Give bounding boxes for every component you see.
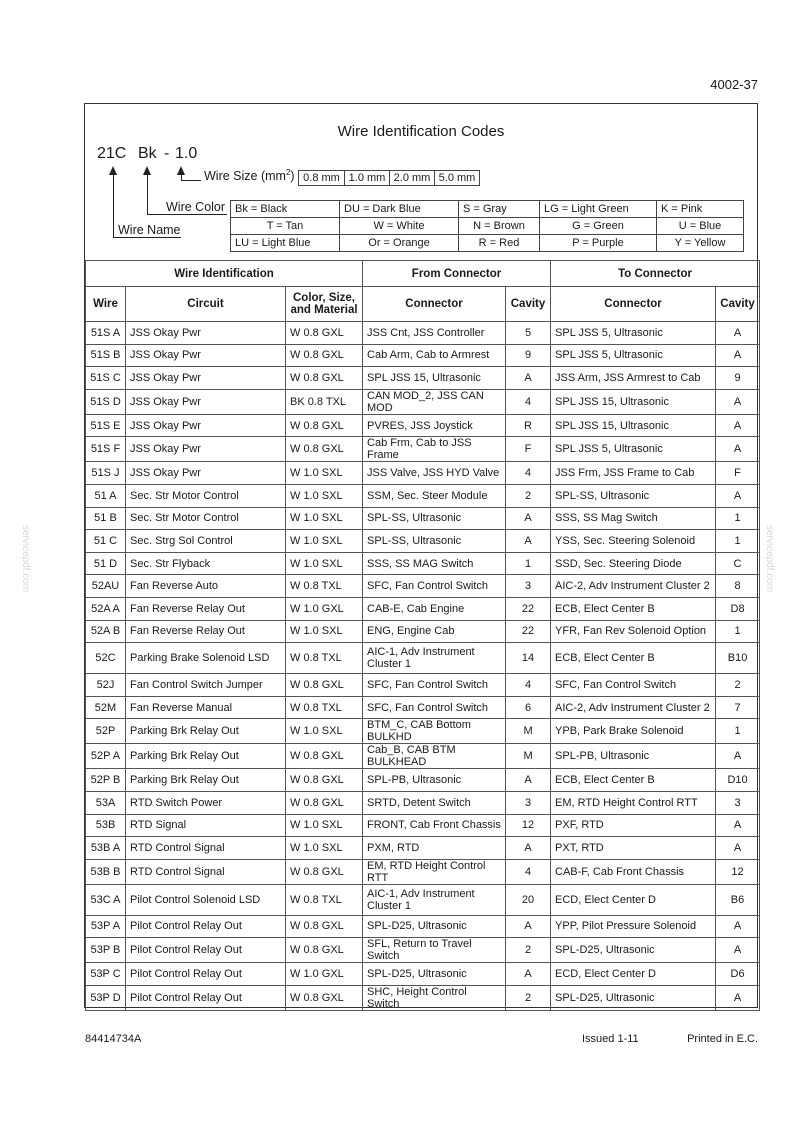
cell-from-cavity: M xyxy=(506,744,551,769)
cell-circuit: Parking Brk Relay Out xyxy=(126,744,286,769)
cell-color-size: W 1.0 GXL xyxy=(286,963,363,986)
cell-from-cavity: 14 xyxy=(506,643,551,674)
cell-from-connector: SPL-D25, Ultrasonic xyxy=(363,963,506,986)
cell-to-connector: JSS Arm, JSS Armrest to Cab xyxy=(551,367,716,390)
cell-circuit: RTD Switch Power xyxy=(126,791,286,814)
color-code: W = White xyxy=(340,218,459,235)
cell-to-cavity: B10 xyxy=(716,643,760,674)
cell-circuit: JSS Okay Pwr xyxy=(126,322,286,345)
table-row xyxy=(86,963,760,986)
cell-circuit: Parking Brk Relay Out xyxy=(126,719,286,744)
cell-wire: 52P xyxy=(86,719,126,744)
cell-wire: 53P A xyxy=(86,915,126,938)
cell-color-size: W 1.0 SXL xyxy=(286,719,363,744)
cell-to-connector: AIC-2, Adv Instrument Cluster 2 xyxy=(551,575,716,598)
cell-from-cavity: 3 xyxy=(506,791,551,814)
cell-color-size: W 0.8 GXL xyxy=(286,985,363,1010)
table-row xyxy=(86,322,760,345)
cell-to-connector: ECD, Elect Center D xyxy=(551,963,716,986)
cell-to-connector: SPL JSS 5, Ultrasonic xyxy=(551,344,716,367)
table-row xyxy=(86,414,760,437)
cell-wire: 51S A xyxy=(86,322,126,345)
cell-to-connector: SPL JSS 15, Ultrasonic xyxy=(551,414,716,437)
cell-to-cavity: A xyxy=(716,985,760,1010)
cell-to-cavity: B6 xyxy=(716,884,760,915)
cell-from-connector: CAB-E, Cab Engine xyxy=(363,597,506,620)
cell-to-cavity: A xyxy=(716,484,760,507)
cell-to-connector: ECD, Elect Center D xyxy=(551,884,716,915)
cell-to-cavity: 7 xyxy=(716,696,760,719)
table-row xyxy=(86,938,760,963)
document-frame xyxy=(84,103,758,1008)
table-row xyxy=(86,575,760,598)
color-code: R = Red xyxy=(459,235,540,252)
column-header-wire: Wire xyxy=(86,287,126,322)
wire-size-superscript: 2 xyxy=(285,168,291,177)
table-row xyxy=(86,437,760,462)
cell-from-connector: Cab Frm, Cab to JSS Frame xyxy=(363,437,506,462)
cell-from-cavity: A xyxy=(506,963,551,986)
wire-id-legend xyxy=(85,104,757,260)
cell-from-cavity: 20 xyxy=(506,884,551,915)
cell-to-connector: SSD, Sec. Steering Diode xyxy=(551,552,716,575)
wire-color-stem xyxy=(147,174,148,214)
color-code: Bk = Black xyxy=(231,201,340,218)
cell-color-size: W 0.8 GXL xyxy=(286,915,363,938)
cell-from-cavity: A xyxy=(506,530,551,553)
cell-color-size: W 0.8 TXL xyxy=(286,696,363,719)
cell-from-cavity: A xyxy=(506,507,551,530)
wire-color-label: Wire Color xyxy=(166,200,226,214)
cell-from-cavity: 2 xyxy=(506,985,551,1010)
cell-to-connector: ECB, Elect Center B xyxy=(551,597,716,620)
cell-to-connector: YPP, Pilot Pressure Solenoid xyxy=(551,915,716,938)
cell-circuit: Sec. Str Motor Control xyxy=(126,507,286,530)
cell-from-connector: ENG, Engine Cab xyxy=(363,620,506,643)
cell-color-size: W 0.8 GXL xyxy=(286,414,363,437)
cell-wire: 53P D xyxy=(86,985,126,1010)
cell-to-connector: SPL-SS, Ultrasonic xyxy=(551,484,716,507)
cell-from-connector: PVRES, JSS Joystick xyxy=(363,414,506,437)
cell-to-connector: SPL JSS 5, Ultrasonic xyxy=(551,437,716,462)
table-row xyxy=(86,814,760,837)
cell-to-connector: YPB, Park Brake Solenoid xyxy=(551,719,716,744)
table-row xyxy=(86,462,760,485)
cell-color-size: W 0.8 GXL xyxy=(286,791,363,814)
table-row xyxy=(86,643,760,674)
cell-from-connector: SPL-SS, Ultrasonic xyxy=(363,507,506,530)
cell-to-cavity: 1 xyxy=(716,620,760,643)
cell-color-size: W 1.0 SXL xyxy=(286,484,363,507)
cell-color-size: W 1.0 SXL xyxy=(286,530,363,553)
cell-from-connector: SPL-PB, Ultrasonic xyxy=(363,769,506,792)
cell-from-connector: SFC, Fan Control Switch xyxy=(363,696,506,719)
cell-from-cavity: 6 xyxy=(506,696,551,719)
cell-circuit: Parking Brk Relay Out xyxy=(126,769,286,792)
cell-color-size: W 1.0 GXL xyxy=(286,597,363,620)
color-code: LG = Light Green xyxy=(540,201,657,218)
table-row xyxy=(86,915,760,938)
cell-to-connector: ECB, Elect Center B xyxy=(551,769,716,792)
table-row xyxy=(86,696,760,719)
cell-from-cavity: 4 xyxy=(506,859,551,884)
table-row xyxy=(86,884,760,915)
table-row xyxy=(86,674,760,697)
wire-size-box-3: 2.0 mm xyxy=(389,170,435,186)
cell-from-cavity: 22 xyxy=(506,620,551,643)
color-code: DU = Dark Blue xyxy=(340,201,459,218)
cell-circuit: Pilot Control Relay Out xyxy=(126,985,286,1010)
cell-color-size: W 0.8 GXL xyxy=(286,859,363,884)
cell-circuit: Fan Reverse Manual xyxy=(126,696,286,719)
cell-to-connector: ECB, Elect Center B xyxy=(551,643,716,674)
cell-to-cavity: A xyxy=(716,744,760,769)
cell-from-connector: SFL, Return to Travel Switch xyxy=(363,938,506,963)
group-header-to-connector: To Connector xyxy=(551,261,760,287)
cell-to-cavity: A xyxy=(716,344,760,367)
cell-from-cavity: 22 xyxy=(506,597,551,620)
color-code: N = Brown xyxy=(459,218,540,235)
cell-to-cavity: A xyxy=(716,814,760,837)
table-row xyxy=(86,389,760,414)
cell-color-size: W 0.8 GXL xyxy=(286,674,363,697)
cell-circuit: RTD Signal xyxy=(126,814,286,837)
cell-circuit: Sec. Strg Sol Control xyxy=(126,530,286,553)
cell-circuit: RTD Control Signal xyxy=(126,859,286,884)
cell-color-size: W 0.8 TXL xyxy=(286,575,363,598)
cell-color-size: W 0.8 GXL xyxy=(286,322,363,345)
cell-color-size: W 0.8 TXL xyxy=(286,643,363,674)
cell-wire: 52P A xyxy=(86,744,126,769)
cell-circuit: Fan Reverse Relay Out xyxy=(126,620,286,643)
group-header-wire-identification: Wire Identification xyxy=(86,261,363,287)
cell-color-size: W 1.0 SXL xyxy=(286,837,363,860)
watermark-right: servicepdf.com xyxy=(764,525,775,593)
cell-from-connector: Cab_B, CAB BTM BULKHEAD xyxy=(363,744,506,769)
column-header-to-connector: Connector xyxy=(551,287,716,322)
cell-wire: 53P C xyxy=(86,963,126,986)
cell-to-connector: JSS Frm, JSS Frame to Cab xyxy=(551,462,716,485)
footer-printed: Printed in E.C. xyxy=(687,1033,758,1045)
cell-color-size: W 0.8 GXL xyxy=(286,769,363,792)
cell-from-cavity: A xyxy=(506,837,551,860)
cell-color-size: W 0.8 GXL xyxy=(286,744,363,769)
table-row xyxy=(86,744,760,769)
cell-to-cavity: 3 xyxy=(716,791,760,814)
group-header-row xyxy=(86,261,760,287)
cell-to-cavity: D8 xyxy=(716,597,760,620)
cell-from-connector: FRONT, Cab Front Chassis xyxy=(363,814,506,837)
cell-to-cavity: F xyxy=(716,462,760,485)
cell-to-cavity: D10 xyxy=(716,769,760,792)
cell-wire: 52C xyxy=(86,643,126,674)
color-code-row xyxy=(231,235,744,252)
table-row xyxy=(86,530,760,553)
table-row xyxy=(86,597,760,620)
cell-from-cavity: 5 xyxy=(506,322,551,345)
column-header-color-size: Color, Size, and Material xyxy=(286,287,363,322)
cell-from-connector: SFC, Fan Control Switch xyxy=(363,575,506,598)
footer-issued: Issued 1-11 xyxy=(582,1033,639,1045)
table-row xyxy=(86,507,760,530)
cell-to-connector: YFR, Fan Rev Solenoid Option xyxy=(551,620,716,643)
color-code-row xyxy=(231,201,744,218)
table-row xyxy=(86,367,760,390)
wire-table xyxy=(85,260,760,1011)
column-header-to-cavity: Cavity xyxy=(716,287,760,322)
cell-to-cavity: 1 xyxy=(716,530,760,553)
cell-to-connector: SPL-D25, Ultrasonic xyxy=(551,985,716,1010)
cell-from-cavity: 2 xyxy=(506,484,551,507)
color-code-table xyxy=(230,200,744,252)
page-number: 4002-37 xyxy=(710,77,758,92)
cell-from-cavity: 4 xyxy=(506,462,551,485)
cell-color-size: W 0.8 GXL xyxy=(286,938,363,963)
cell-from-connector: CAN MOD_2, JSS CAN MOD xyxy=(363,389,506,414)
cell-from-connector: SRTD, Detent Switch xyxy=(363,791,506,814)
wire-name-line xyxy=(113,237,181,238)
cell-wire: 52M xyxy=(86,696,126,719)
cell-color-size: W 0.8 GXL xyxy=(286,437,363,462)
cell-wire: 51S J xyxy=(86,462,126,485)
cell-from-cavity: 4 xyxy=(506,389,551,414)
cell-color-size: W 1.0 SXL xyxy=(286,507,363,530)
cell-color-size: W 1.0 SXL xyxy=(286,620,363,643)
cell-to-cavity: A xyxy=(716,322,760,345)
group-header-from-connector: From Connector xyxy=(363,261,551,287)
cell-circuit: Fan Reverse Relay Out xyxy=(126,597,286,620)
cell-to-connector: AIC-2, Adv Instrument Cluster 2 xyxy=(551,696,716,719)
cell-to-cavity: A xyxy=(716,915,760,938)
cell-wire: 52A B xyxy=(86,620,126,643)
wire-size-box-2: 1.0 mm xyxy=(344,170,390,186)
color-code: K = Pink xyxy=(657,201,744,218)
table-row xyxy=(86,791,760,814)
cell-color-size: W 1.0 SXL xyxy=(286,814,363,837)
cell-to-connector: PXT, RTD xyxy=(551,837,716,860)
cell-wire: 52AU xyxy=(86,575,126,598)
table-row xyxy=(86,769,760,792)
cell-from-connector: SSM, Sec. Steer Module xyxy=(363,484,506,507)
cell-from-cavity: F xyxy=(506,437,551,462)
cell-wire: 52P B xyxy=(86,769,126,792)
example-dash: - xyxy=(164,145,170,162)
cell-wire: 51 C xyxy=(86,530,126,553)
color-code: Or = Orange xyxy=(340,235,459,252)
cell-to-cavity: A xyxy=(716,389,760,414)
cell-circuit: RTD Control Signal xyxy=(126,837,286,860)
wire-size-line xyxy=(181,180,201,181)
wire-color-line xyxy=(147,214,227,215)
table-row xyxy=(86,552,760,575)
cell-wire: 51 A xyxy=(86,484,126,507)
footer-part-number: 84414734A xyxy=(85,1033,142,1045)
cell-from-connector: Cab Arm, Cab to Armrest xyxy=(363,344,506,367)
cell-to-cavity: 12 xyxy=(716,859,760,884)
cell-from-cavity: A xyxy=(506,915,551,938)
color-code: T = Tan xyxy=(231,218,340,235)
cell-to-cavity: 8 xyxy=(716,575,760,598)
cell-to-cavity: 9 xyxy=(716,367,760,390)
cell-circuit: Pilot Control Relay Out xyxy=(126,915,286,938)
cell-to-cavity: A xyxy=(716,414,760,437)
cell-from-cavity: R xyxy=(506,414,551,437)
cell-from-connector: SPL-D25, Ultrasonic xyxy=(363,915,506,938)
cell-circuit: Pilot Control Relay Out xyxy=(126,938,286,963)
cell-circuit: JSS Okay Pwr xyxy=(126,367,286,390)
cell-wire: 51S F xyxy=(86,437,126,462)
wire-name-label: Wire Name xyxy=(118,223,181,237)
column-header-circuit: Circuit xyxy=(126,287,286,322)
watermark-left: servicepdf.com xyxy=(20,525,31,593)
cell-circuit: JSS Okay Pwr xyxy=(126,414,286,437)
cell-from-connector: JSS Cnt, JSS Controller xyxy=(363,322,506,345)
table-row xyxy=(86,837,760,860)
color-code: P = Purple xyxy=(540,235,657,252)
wire-size-box-1: 0.8 mm xyxy=(298,170,345,186)
cell-from-connector: AIC-1, Adv Instrument Cluster 1 xyxy=(363,884,506,915)
cell-from-cavity: 2 xyxy=(506,938,551,963)
example-size: 1.0 xyxy=(175,145,198,162)
cell-from-connector: EM, RTD Height Control RTT xyxy=(363,859,506,884)
cell-from-connector: SPL JSS 15, Ultrasonic xyxy=(363,367,506,390)
color-code: U = Blue xyxy=(657,218,744,235)
cell-circuit: Pilot Control Solenoid LSD xyxy=(126,884,286,915)
cell-to-connector: SPL-PB, Ultrasonic xyxy=(551,744,716,769)
wire-name-stem xyxy=(113,174,114,237)
cell-circuit: Sec. Str Flyback xyxy=(126,552,286,575)
example-color: Bk xyxy=(138,145,157,162)
cell-to-connector: PXF, RTD xyxy=(551,814,716,837)
cell-from-cavity: A xyxy=(506,769,551,792)
cell-to-cavity: C xyxy=(716,552,760,575)
cell-to-cavity: 1 xyxy=(716,507,760,530)
cell-circuit: JSS Okay Pwr xyxy=(126,462,286,485)
table-row xyxy=(86,344,760,367)
cell-from-connector: SPL-SS, Ultrasonic xyxy=(363,530,506,553)
cell-wire: 53B B xyxy=(86,859,126,884)
table-row xyxy=(86,719,760,744)
color-code-row xyxy=(231,218,744,235)
cell-from-cavity: 4 xyxy=(506,674,551,697)
cell-to-cavity: A xyxy=(716,837,760,860)
wire-table-body xyxy=(86,322,760,1011)
cell-to-connector: EM, RTD Height Control RTT xyxy=(551,791,716,814)
cell-circuit: JSS Okay Pwr xyxy=(126,344,286,367)
cell-from-cavity: 3 xyxy=(506,575,551,598)
cell-to-connector: YSS, Sec. Steering Solenoid xyxy=(551,530,716,553)
cell-circuit: Pilot Control Relay Out xyxy=(126,963,286,986)
cell-color-size: W 1.0 SXL xyxy=(286,462,363,485)
column-header-row xyxy=(86,287,760,322)
cell-to-cavity: D6 xyxy=(716,963,760,986)
cell-color-size: W 0.8 TXL xyxy=(286,884,363,915)
cell-to-cavity: A xyxy=(716,437,760,462)
cell-to-cavity: A xyxy=(716,938,760,963)
cell-from-connector: PXM, RTD xyxy=(363,837,506,860)
cell-circuit: JSS Okay Pwr xyxy=(126,437,286,462)
cell-circuit: JSS Okay Pwr xyxy=(126,389,286,414)
cell-from-connector: JSS Valve, JSS HYD Valve xyxy=(363,462,506,485)
cell-circuit: Fan Control Switch Jumper xyxy=(126,674,286,697)
color-code: Y = Yellow xyxy=(657,235,744,252)
cell-to-connector: SPL JSS 15, Ultrasonic xyxy=(551,389,716,414)
wire-size-label: Wire Size $(mm^2)$ xyxy=(204,168,295,184)
cell-to-cavity: 2 xyxy=(716,674,760,697)
cell-from-cavity: 1 xyxy=(506,552,551,575)
legend-title: Wire Identification Codes xyxy=(337,123,505,140)
cell-from-cavity: 9 xyxy=(506,344,551,367)
column-header-from-connector: Connector xyxy=(363,287,506,322)
cell-wire: 52J xyxy=(86,674,126,697)
cell-from-cavity: 12 xyxy=(506,814,551,837)
cell-wire: 51S C xyxy=(86,367,126,390)
cell-circuit: Parking Brake Solenoid LSD xyxy=(126,643,286,674)
cell-to-connector: SPL JSS 5, Ultrasonic xyxy=(551,322,716,345)
column-header-from-cavity: Cavity xyxy=(506,287,551,322)
cell-to-connector: SPL-D25, Ultrasonic xyxy=(551,938,716,963)
cell-wire: 52A A xyxy=(86,597,126,620)
cell-wire: 51S B xyxy=(86,344,126,367)
cell-circuit: Fan Reverse Auto xyxy=(126,575,286,598)
cell-from-connector: SHC, Height Control Switch xyxy=(363,985,506,1010)
cell-from-cavity: A xyxy=(506,367,551,390)
cell-wire: 51 D xyxy=(86,552,126,575)
cell-to-cavity: 1 xyxy=(716,719,760,744)
color-code: S = Gray xyxy=(459,201,540,218)
color-code: G = Green xyxy=(540,218,657,235)
cell-from-connector: SFC, Fan Control Switch xyxy=(363,674,506,697)
cell-to-connector: SFC, Fan Control Switch xyxy=(551,674,716,697)
cell-from-connector: BTM_C, CAB Bottom BULKHD xyxy=(363,719,506,744)
cell-color-size: W 1.0 SXL xyxy=(286,552,363,575)
cell-from-connector: AIC-1, Adv Instrument Cluster 1 xyxy=(363,643,506,674)
cell-wire: 53B xyxy=(86,814,126,837)
cell-from-cavity: M xyxy=(506,719,551,744)
cell-color-size: W 0.8 GXL xyxy=(286,344,363,367)
cell-circuit: Sec. Str Motor Control xyxy=(126,484,286,507)
table-row xyxy=(86,985,760,1010)
cell-wire: 51 B xyxy=(86,507,126,530)
cell-color-size: W 0.8 GXL xyxy=(286,367,363,390)
wire-size-box-4: 5.0 mm xyxy=(434,170,480,186)
cell-wire: 53P B xyxy=(86,938,126,963)
cell-to-connector: SSS, SS Mag Switch xyxy=(551,507,716,530)
table-row xyxy=(86,859,760,884)
table-row xyxy=(86,484,760,507)
cell-wire: 51S E xyxy=(86,414,126,437)
color-code: LU = Light Blue xyxy=(231,235,340,252)
cell-wire: 51S D xyxy=(86,389,126,414)
table-row xyxy=(86,620,760,643)
cell-to-connector: CAB-F, Cab Front Chassis xyxy=(551,859,716,884)
cell-wire: 53B A xyxy=(86,837,126,860)
cell-color-size: BK 0.8 TXL xyxy=(286,389,363,414)
cell-from-connector: SSS, SS MAG Switch xyxy=(363,552,506,575)
cell-wire: 53A xyxy=(86,791,126,814)
cell-wire: 53C A xyxy=(86,884,126,915)
example-circuit: 21C xyxy=(97,145,127,162)
